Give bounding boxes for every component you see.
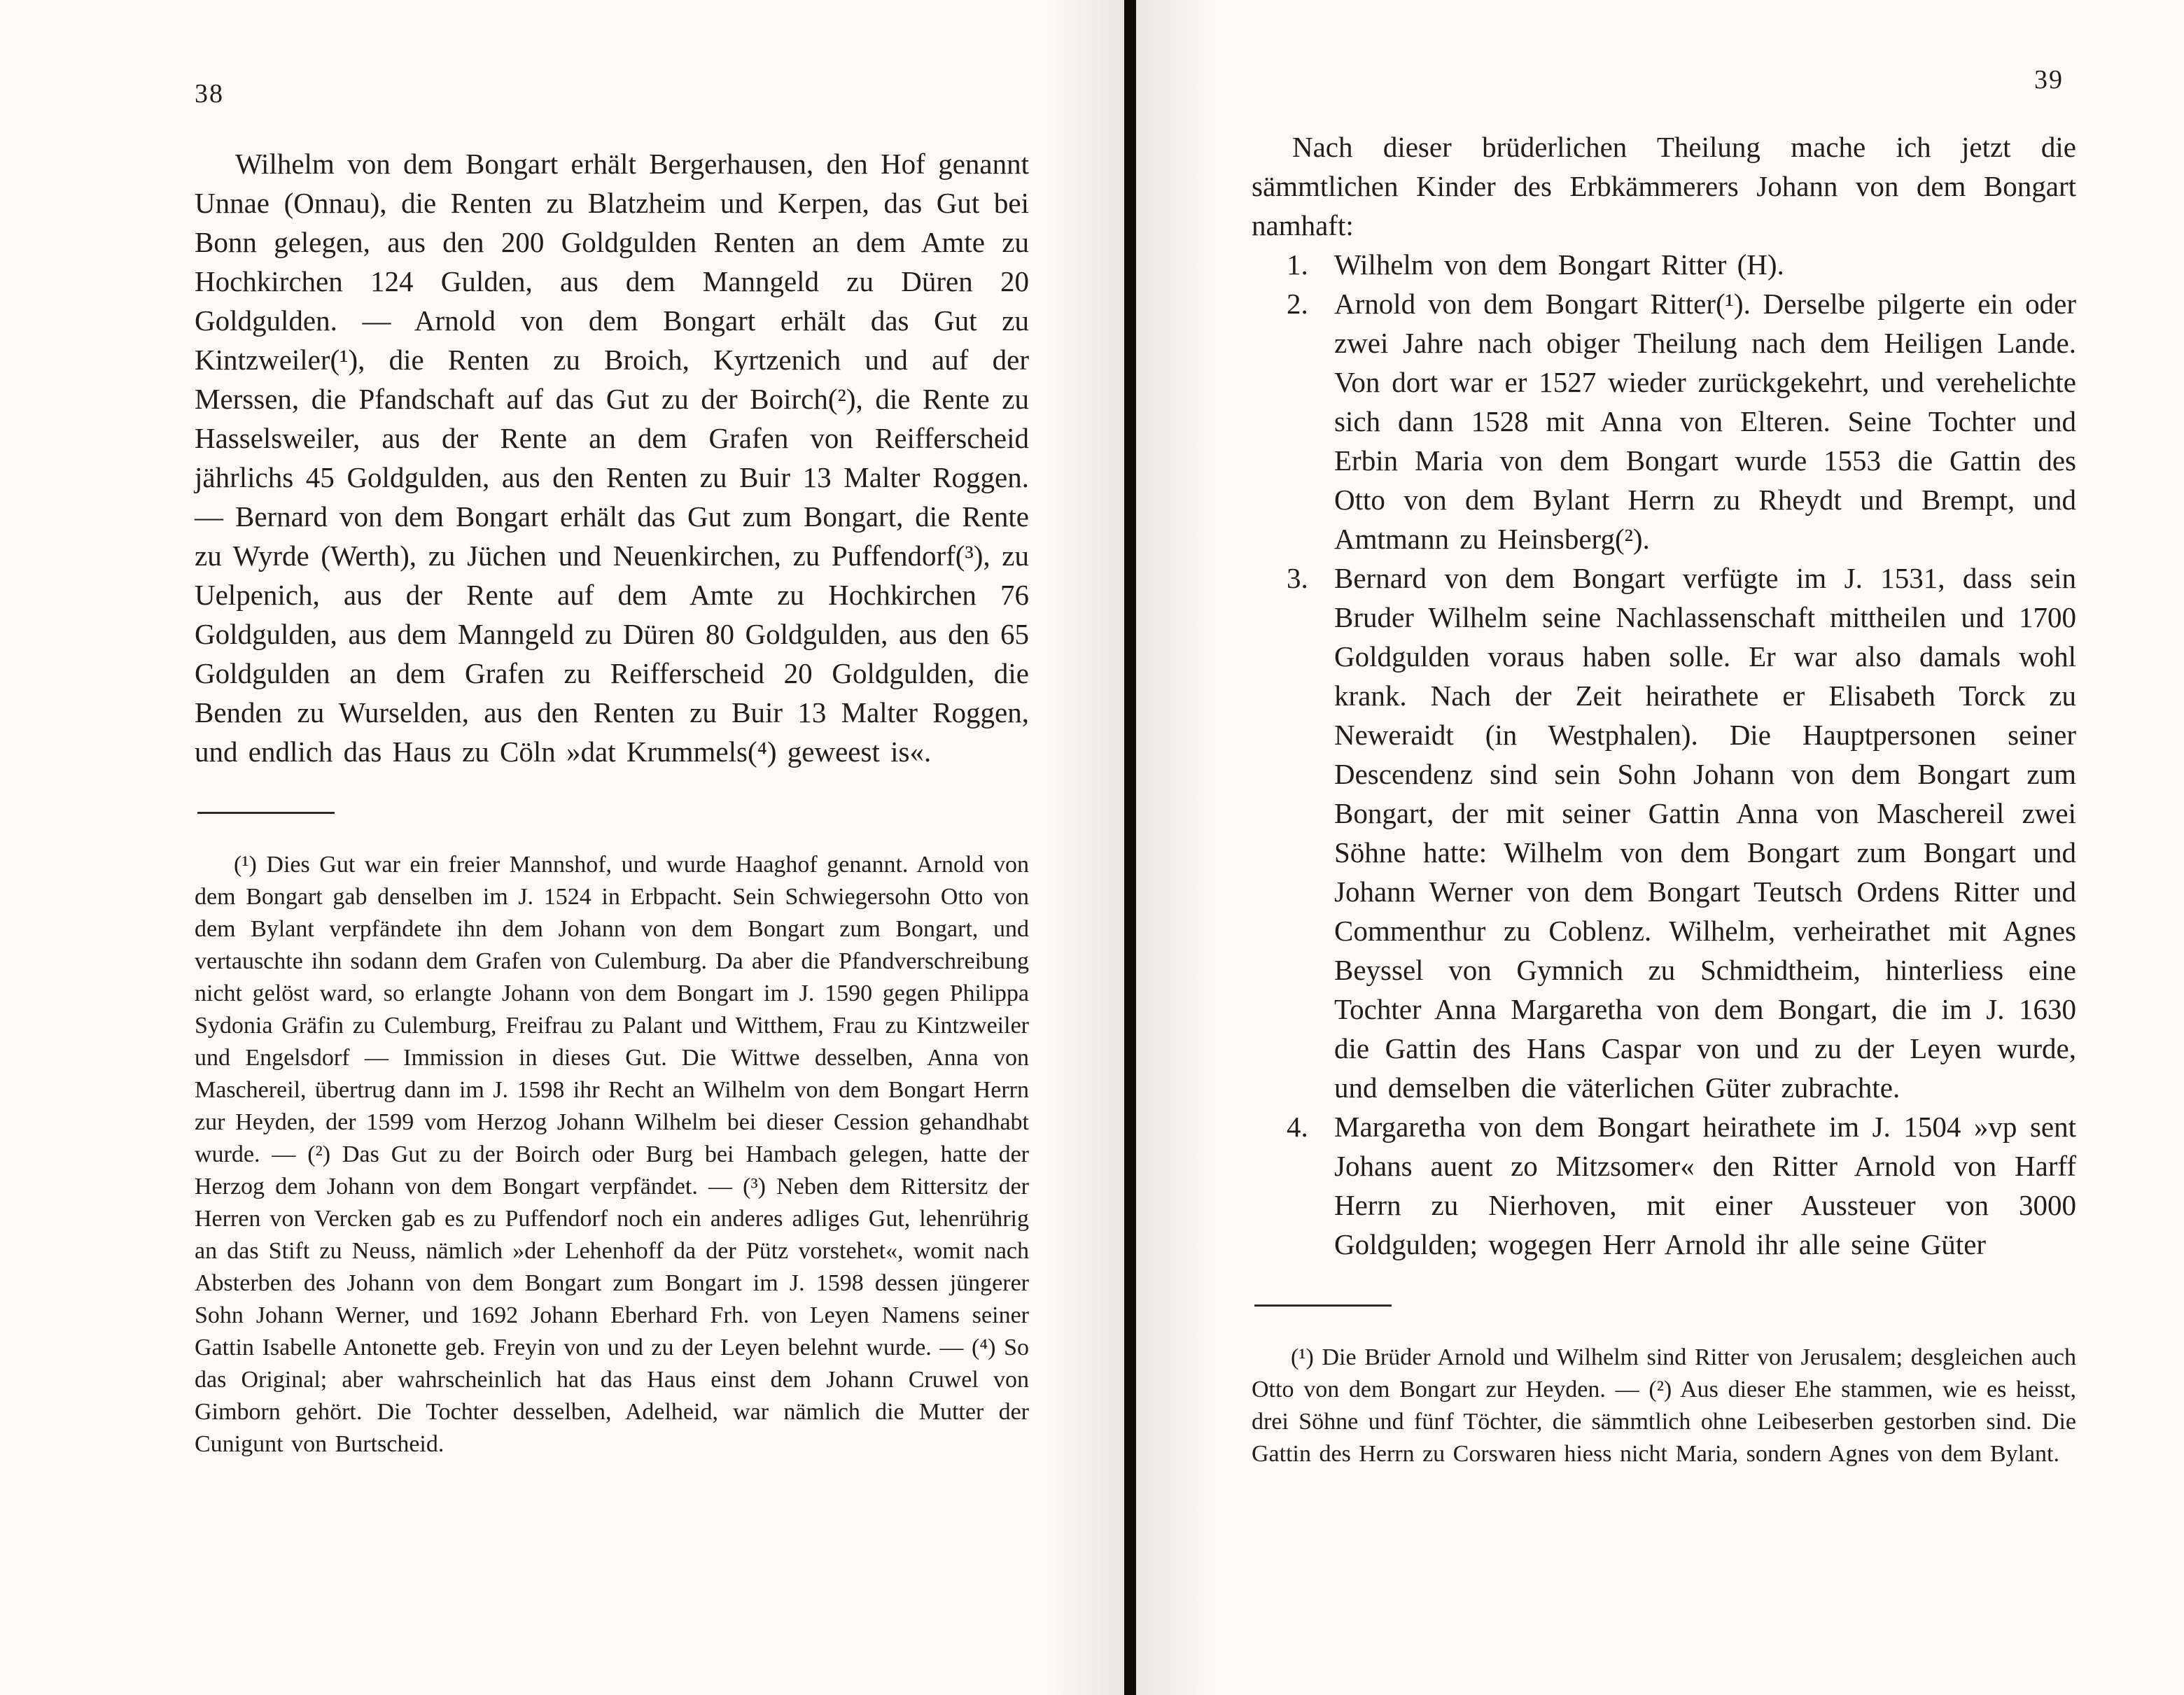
page-curl-shadow-left <box>1047 0 1124 1695</box>
page-number-right: 39 <box>2034 65 2064 94</box>
list-item-2 <box>1252 284 2076 558</box>
children-list <box>1252 245 2076 1264</box>
list-item-4-text: Margaretha von dem Bongart heirathete im J. 1504 »vp sent Johans auent zo Mitzsomer« den Ritter Arnold von Harff Herrn zu Nierhoven, mit einer Aussteuer von 3000 Goldgulden; wogegen Herr Arnold ihr alle seine Güter <box>1334 1111 2076 1260</box>
list-item-1 <box>1252 245 2076 284</box>
footnote-left: (¹) Dies Gut war ein freier Mannshof, und wurde Haaghof genannt. Arnold von dem Bongart gab denselben im J. 1524 in Erbpacht. Sein Schwiegersohn Otto von dem Bylant verpfändete ihn dem Johann von dem Bongart zum Bongart, und vertauschte ihn sodann dem Grafen von Culemburg. Da aber die Pfandverschreibung nicht gelöst ward, so erlangte Johann von dem Bongart im J. 1590 gegen Philippa Sydonia Gräfin zu Culemburg, Freifrau zu Palant und Witthem, Frau zu Kintzweiler und Engelsdorf — Immission in dieses Gut. Die Wittwe desselben, Anna von Maschereil, übertrug dann im J. 1598 ihr Recht an Wilhelm von dem Bongart Herrn zur Heyden, der 1599 vom Herzog Johann Wilhelm bei dieser Cession gehandhabt wurde. — (²) Das Gut zu der Boirch oder Burg bei Hambach gelegen, hatte der Herzog dem Johann von dem Bongart verpfändet. — (³) Neben dem Rittersitz der Herren von Vercken gab es zu Puffendorf noch ein anderes adliges Gut, lehenrührig an das Stift zu Neuss, nämlich »der Lehenhoff da der Pütz vorstehet«, womit nach Absterben des Johann von dem Bongart zum Bongart im J. 1598 dessen jüngerer Sohn Johann Werner, und 1692 Johann Eberhard Frh. von Leyen Namens seiner Gattin Isabelle Antonette geb. Freyin von und zu der Leyen belehnt wurde. — (⁴) So das Original; aber wahrscheinlich hat das Haus einst dem Johann Cruwel von Gimborn gehört. Die Tochter desselben, Adelheid, war nämlich die Mutter der Cunigunt von Burtscheid. <box>195 852 1029 1457</box>
list-item-2-text: Arnold von dem Bongart Ritter(¹). Derselbe pilgerte ein oder zwei Jahre nach obiger Theilung nach dem Heiligen Lande. Von dort war er 1527 wieder zurückgekehrt, und verehelichte sich dann 1528 mit Anna von Elteren. Seine Tochter und Erbin Maria von dem Bongart wurde 1553 die Gattin des Otto von dem Bylant Herrn zu Rheydt und Brempt, und Amtmann zu Heinsberg(²). <box>1334 288 2076 555</box>
main-paragraph-left: Wilhelm von dem Bongart erhält Bergerhausen, den Hof genannt Unnae (Onnau), die Renten zu Blatzheim und Kerpen, das Gut bei Bonn gelegen, aus den 200 Goldgulden Renten an dem Amte zu Hochkirchen 124 Gulden, aus dem Manngeld zu Düren 20 Goldgulden. — Arnold von dem Bongart erhält das Gut zu Kintzweiler(¹), die Renten zu Broich, Kyrtzenich und auf der Merssen, die Pfandschaft auf das Gut zu der Boirch(²), die Rente zu Hasselsweiler, aus der Rente an dem Grafen von Reifferscheid jährlichs 45 Goldgulden, aus den Renten zu Buir 13 Malter Roggen. — Bernard von dem Bongart erhält das Gut zum Bongart, die Rente zu Wyrde (Werth), zu Jüchen und Neuenkirchen, zu Puffendorf(³), zu Uelpenich, aus der Rente auf dem Amte zu Hochkirchen 76 Goldgulden, aus dem Manngeld zu Düren 80 Goldgulden, aus den 65 Goldgulden an dem Grafen zu Reifferscheid 20 Goldgulden, die Benden zu Wurselden, aus den Renten zu Buir 13 Malter Roggen, und endlich das Haus zu Cöln »dat Krummels(⁴) geweest is«. <box>195 148 1029 768</box>
list-item-1-number: 1. <box>1287 248 1308 281</box>
page-number-left: 38 <box>195 79 224 108</box>
footnote-right: (¹) Die Brüder Arnold und Wilhelm sind Ritter von Jerusalem; desgleichen auch Otto von dem Bongart zur Heyden. — (²) Aus dieser Ehe stammen, wie es heisst, drei Söhne und fünf Töchter, die sämmtlich ohne Leibeserben gestorben sind. Die Gattin des Herrn zu Corswaren hiess nicht Maria, sondern Agnes von dem Bylant. <box>1252 1344 2076 1467</box>
footnote-separator-right <box>1254 1304 1392 1307</box>
list-item-2-number: 2. <box>1287 288 1308 320</box>
intro-paragraph-right: Nach dieser brüderlichen Theilung mache ich jetzt die sämmtlichen Kinder des Erbkämmerers Johann von dem Bongart namhaft: <box>1252 131 2076 241</box>
page-38 <box>195 78 1029 1461</box>
list-item-4-number: 4. <box>1287 1111 1308 1143</box>
list-item-4 <box>1252 1107 2076 1264</box>
list-item-1-text: Wilhelm von dem Bongart Ritter (H). <box>1334 248 1784 281</box>
list-item-3-number: 3. <box>1287 562 1308 594</box>
page-39 <box>1252 64 2076 1470</box>
binding-divider <box>1124 0 1136 1695</box>
footnote-separator-left <box>197 812 335 814</box>
page-curl-shadow-right <box>1136 0 1220 1695</box>
list-item-3 <box>1252 558 2076 1107</box>
list-item-3-text: Bernard von dem Bongart verfügte im J. 1531, dass sein Bruder Wilhelm seine Nachlassenschaft mittheilen und 1700 Goldgulden voraus haben solle. Er war also damals wohl krank. Nach der Zeit heirathete er Elisabeth Torck zu Neweraidt (in Westphalen). Die Hauptpersonen seiner Descendenz sind sein Sohn Johann von dem Bongart zum Bongart, der mit seiner Gattin Anna von Maschereil zwei Söhne hatte: Wilhelm von dem Bongart zum Bongart und Johann Werner von dem Bongart Teutsch Ordens Ritter und Commenthur zu Coblenz. Wilhelm, verheirathet mit Agnes Beyssel von Gymnich zu Schmidtheim, hinterliess eine Tochter Anna Margaretha von dem Bongart, die im J. 1630 die Gattin des Hans Caspar von und zu der Leyen wurde, und demselben die väterlichen Güter zubrachte. <box>1334 562 2076 1104</box>
